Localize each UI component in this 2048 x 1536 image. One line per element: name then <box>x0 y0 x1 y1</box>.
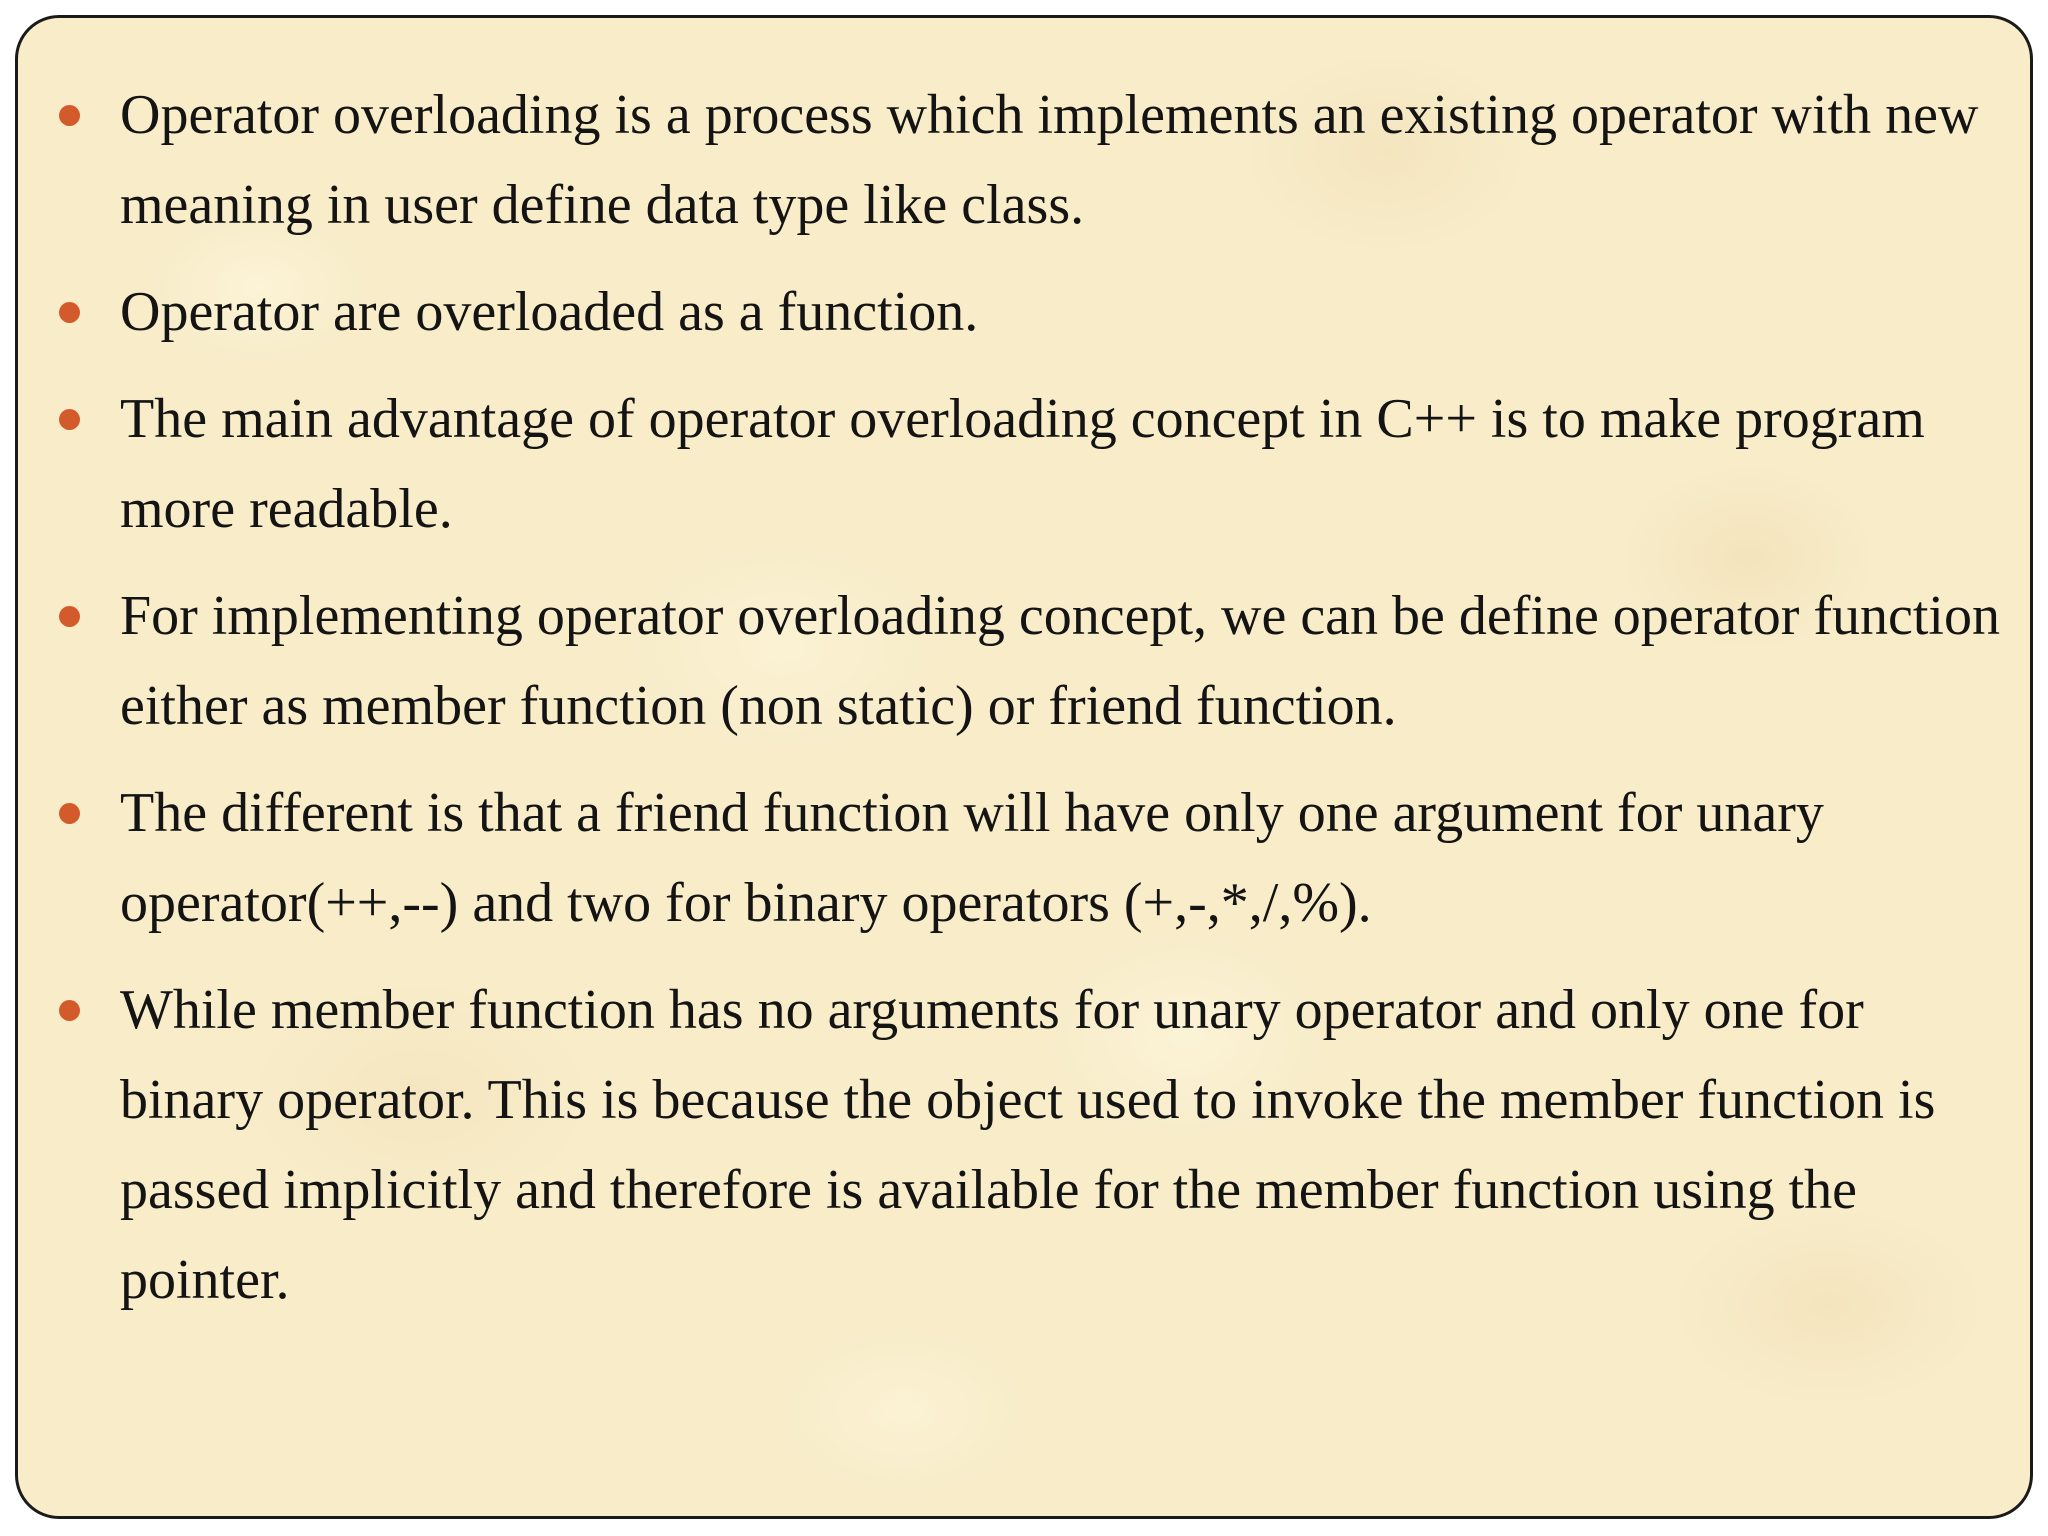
bullet-dot-icon <box>59 1000 80 1021</box>
bullet-text: The main advantage of operator overloading concept in C++ is to make program more readable. <box>120 388 1925 540</box>
bullet-text: The different is that a friend function will have only one argument for unary operator(++,--) and two for binary operators (+,-,*,/,%). <box>120 782 1824 934</box>
bullet-item <box>18 768 2030 948</box>
bullet-text: Operator overloading is a process which implements an existing operator with new meaning in user define data type like class. <box>120 84 1979 236</box>
bullet-list <box>18 70 2030 1342</box>
bullet-dot-icon <box>59 105 80 126</box>
bullet-item <box>18 70 2030 250</box>
slide-frame <box>15 15 2033 1519</box>
bullet-item <box>18 374 2030 554</box>
bullet-dot-icon <box>59 409 80 430</box>
bullet-item <box>18 965 2030 1325</box>
bullet-dot-icon <box>59 302 80 323</box>
bullet-dot-icon <box>59 803 80 824</box>
bullet-text: Operator are overloaded as a function. <box>120 281 979 343</box>
bullet-item <box>18 571 2030 751</box>
bullet-item <box>18 267 2030 357</box>
bullet-dot-icon <box>59 606 80 627</box>
bullet-text: While member function has no arguments for unary operator and only one for binary operator. This is because the object used to invoke the member function is passed implicitly and therefore is available for the member function using the pointer. <box>120 979 1936 1311</box>
bullet-text: For implementing operator overloading concept, we can be define operator function either as member function (non static) or friend function. <box>120 585 2000 737</box>
